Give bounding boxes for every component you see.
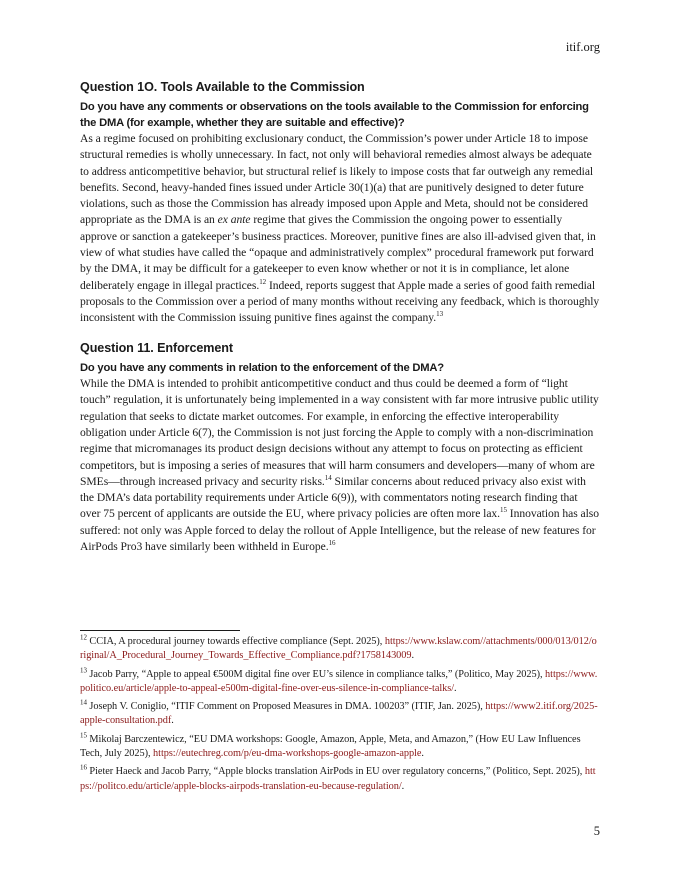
answer-paragraph-tools: As a regime focused on prohibiting exclusionary conduct, the Commission’s power under Article 18 to impose structural remedies is wholly unnecessary. In fact, not only will behavioral remedies almost always be adequate to address anticompetitive behavior, but structural relief is likely to impose costs that far outweigh any remedial benefits. Second, heavy-handed fines issued under Article 30(1)(a) that are punitively designed to deter future violations, such as those the Commission has already imposed upon Apple and Meta, should not be considered appropriate as the DMA is an ex ante regime that gives the Commission the ongoing power to essentially approve or sanction a gatekeeper’s business practices. Moreover, punitive fines are also ill-advised given that, in view of what studies have called the “opaque and administratively complex” procedural framework put forward by the DMA, it may be difficult for a gatekeeper to even know whether or not it is in compliance, let alone deliberately engage in illegal practices.$^{12}$ Indeed, reports suggest that Apple made a series of good faith remedial proposals to the Commission over a period of many months without receiving any feedback, which is thoroughly inconsistent with the Commission issuing punitive fines against the company.$^{13}$ xyxy=(80,132,600,325)
footnote-link-13[interactable]: https://www.politico.eu/article/apple-to-appeal-e500m-digital-fine-over-eus-silence-in-compliance-talks/ xyxy=(80,668,598,694)
question-prompt-enforcement: Do you have any comments in relation to the enforcement of the DMA? xyxy=(80,361,444,374)
footnote-ref-12[interactable]: 12 xyxy=(259,277,267,286)
footnote-ref-13[interactable]: 13 xyxy=(436,310,444,319)
section-heading-tools: Question 1O. Tools Available to the Commission xyxy=(80,80,365,94)
page-number: 5 xyxy=(593,824,600,838)
answer-paragraph-enforcement: While the DMA is intended to prohibit anticompetitive conduct and thus could be deemed a form of “light touch” regulation, it is unfortunately being implemented in a way consistent with far more intrusive public utility regulation that seeks to dictate market outcomes. For example, in enforcing the effective interoperability obligation under Article 6(7), the Commission is not just forcing the Apple to comply with a non-discrimination regime that micromanages its product design decisions without any attempt to focus on protecting as efficient competitors, but is imposing a series of measures that will harm consumers and developers—many of whom are SMEs—through increased privacy and security risks.$^{14}$ Similar concerns about reduced privacy also exist with the DMA’s data portability requirements under Article 6(9)), with commentators noting research finding that over 75 percent of applicants are outside the EU, where privacy policies are often more lax.$^{15}$ Innovation has also suffered: not only was Apple forced to delay the rollout of Apple Intelligence, but the release of new features for AirPods Pro3 have similarly been withheld in Europe.$^{16}$ xyxy=(80,377,599,554)
footnote-link-12[interactable]: https://www.kslaw.com//attachments/000/013/012/original/A_Procedural_Journey_Towards_Effective_Compliance.pdf?1758143009 xyxy=(80,636,597,662)
question-prompt-tools: Do you have any comments or observations on the tools available to the Commission for enforcing the DMA (for example, whether they are suitable and effective)? xyxy=(80,101,589,129)
footnote-divider xyxy=(80,630,240,631)
footnote-13: $^{13}$ Jacob Parry, “Apple to appeal €500M digital fine over EU’s silence in compliance talks,” (Politico, May 2025), https://www.politico.eu/article/apple-to-appeal-e500m-digital-fine-over-eus-silence-in-compliance-talks/. xyxy=(80,666,598,694)
site-name: itif.org xyxy=(565,40,600,54)
footnote-link-15[interactable]: https://eutechreg.com/p/eu-dma-workshops-google-amazon-apple xyxy=(153,748,422,760)
footnote-15: $^{15}$ Mikolaj Barczentewicz, “EU DMA workshops: Google, Amazon, Apple, Meta, and Amazon,” (How EU Law Influences Tech, July 2025), https://eutechreg.com/p/eu-dma-workshops-google-amazon-apple. xyxy=(80,731,581,760)
footnote-link-14[interactable]: https://www2.itif.org/2025-apple-consultation.pdf xyxy=(80,701,598,727)
footnote-14: $^{14}$ Joseph V. Coniglio, “ITIF Comment on Proposed Measures in DMA. 100203” (ITIF, Jan. 2025), https://www2.itif.org/2025-apple-consultation.pdf. xyxy=(80,698,598,727)
footnote-ref-16[interactable]: 16 xyxy=(328,539,336,548)
main-content xyxy=(80,80,600,555)
footnote-link-16[interactable]: https://politco.edu/article/apple-blocks-airpods-translation-eu-because-regulation/ xyxy=(80,766,596,792)
footnotes xyxy=(80,630,600,798)
footnote-ref-15[interactable]: 15 xyxy=(500,506,507,515)
footnote-16: $^{16}$ Pieter Haeck and Jacob Parry, “Apple blocks translation AirPods in EU over regulatory concerns,” (Politico, Sept. 2025), https://politco.edu/article/apple-blocks-airpods-translation-eu-because-regulation/. xyxy=(80,763,596,792)
footnote-ref-14[interactable]: 14 xyxy=(324,473,332,482)
italic-term: ex ante xyxy=(217,213,251,227)
section-heading-enforcement: Question 11. Enforcement xyxy=(80,340,233,355)
footnote-12: $^{12}$ CCIA, A procedural journey towards effective compliance (Sept. 2025), https://www.kslaw.com//attachments/000/013/012/original/A_Procedural_Journey_Towards_Effective_Compliance.pdf?1758143009. xyxy=(80,633,597,662)
